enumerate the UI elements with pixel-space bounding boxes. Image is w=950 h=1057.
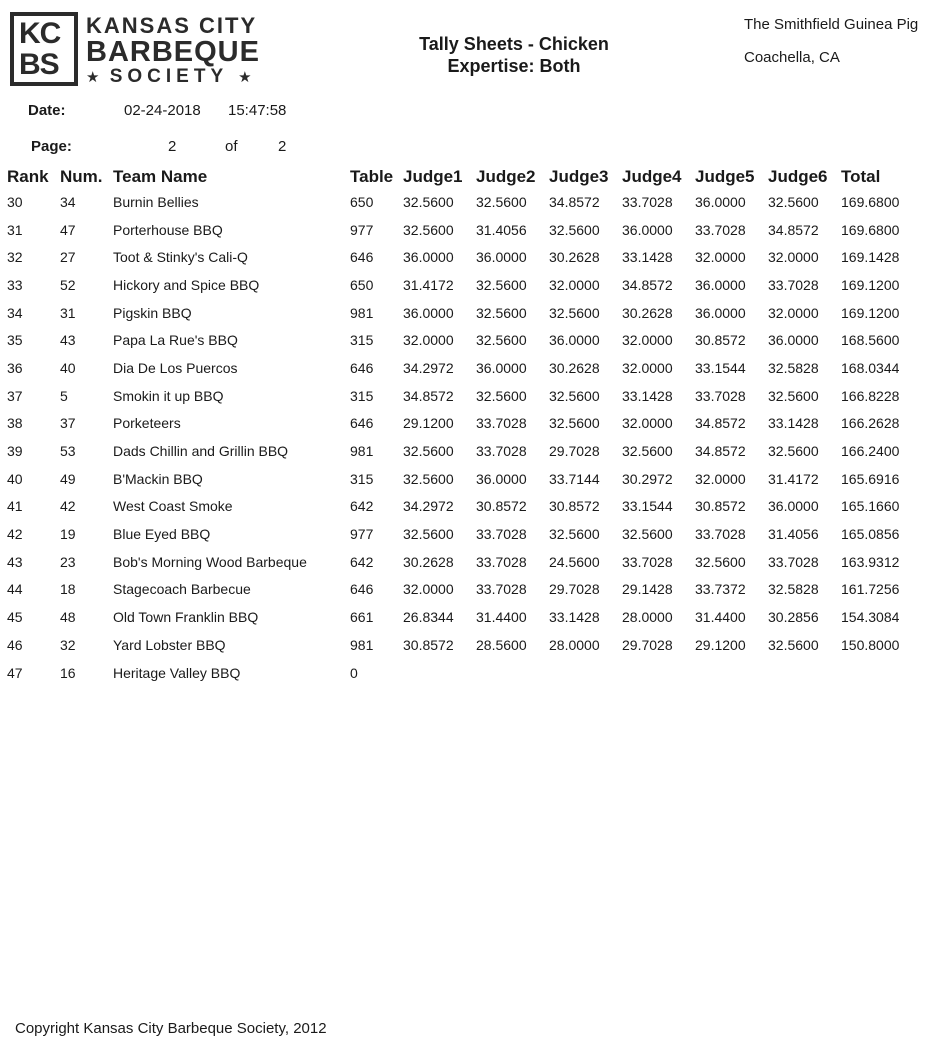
kcbs-logo (10, 12, 290, 90)
cell-num: 37 (60, 415, 76, 432)
cell-judge1: 32.5600 (403, 221, 454, 238)
cell-rank: 42 (7, 526, 23, 543)
cell-team-name: Old Town Franklin BBQ (113, 609, 259, 626)
cell-judge6 (768, 659, 841, 687)
cell-total: 165.0856 (841, 526, 900, 543)
cell-rank: 45 (7, 609, 23, 626)
cell-judge5: 30.8572 (695, 498, 746, 515)
kcbs-monogram (10, 12, 78, 86)
cell-total: 165.1660 (841, 498, 900, 515)
copyright-footer: Copyright Kansas City Barbeque Society, 2012 (15, 1020, 327, 1037)
logo-line-kansas-city: KANSAS CITY (86, 13, 258, 38)
cell-judge4: 28.0000 (622, 609, 673, 626)
cell-num: 32 (60, 636, 76, 653)
table-row (7, 326, 921, 354)
cell-table: 0 (350, 664, 358, 681)
cell-rank: 32 (7, 249, 23, 266)
table-row (7, 493, 921, 521)
table-row (7, 520, 921, 548)
table-row (7, 631, 921, 659)
cell-judge2: 32.5600 (476, 304, 527, 321)
contest-location: Coachella, CA (744, 49, 840, 66)
page-total: 2 (278, 138, 287, 155)
cell-judge2: 31.4400 (476, 609, 527, 626)
cell-num: 5 (60, 387, 68, 404)
date-value: 02-24-2018 (124, 102, 201, 119)
cell-total: 169.6800 (841, 221, 900, 238)
cell-total: 169.1428 (841, 249, 900, 266)
cell-judge1: 32.5600 (403, 443, 454, 460)
cell-judge2: 32.5600 (476, 276, 527, 293)
cell-judge1: 26.8344 (403, 609, 454, 626)
cell-judge3: 34.8572 (549, 193, 600, 210)
cell-table: 646 (350, 249, 374, 266)
cell-judge5: 33.7028 (695, 221, 746, 238)
cell-table: 646 (350, 581, 374, 598)
table-row (7, 659, 921, 687)
cell-num: 16 (60, 664, 76, 681)
table-row (7, 576, 921, 604)
cell-total: 154.3084 (841, 609, 900, 626)
cell-table: 650 (350, 193, 374, 210)
cell-judge5: 32.5600 (695, 553, 746, 570)
cell-judge1: 32.5600 (403, 526, 454, 543)
cell-judge2: 33.7028 (476, 581, 527, 598)
column-header-total: Total (841, 167, 881, 186)
organization-name: The Smithfield Guinea Pig (744, 16, 919, 33)
cell-table: 977 (350, 526, 374, 543)
cell-judge3: 29.7028 (549, 581, 600, 598)
cell-team-name: Dia De Los Puercos (113, 359, 238, 376)
cell-judge4: 32.0000 (622, 332, 673, 349)
cell-judge5: 32.0000 (695, 249, 746, 266)
cell-num: 49 (60, 470, 76, 487)
cell-table: 315 (350, 387, 374, 404)
cell-judge4: 32.5600 (622, 526, 673, 543)
cell-rank: 36 (7, 359, 23, 376)
cell-num: 53 (60, 443, 76, 460)
table-body (7, 188, 921, 686)
cell-judge4: 33.1428 (622, 387, 673, 404)
table-header (7, 166, 921, 188)
cell-judge3: 36.0000 (549, 332, 600, 349)
cell-judge6: 34.8572 (768, 221, 819, 238)
cell-judge4: 33.7028 (622, 553, 673, 570)
logo-wordmark (86, 14, 290, 89)
column-header-judge6: Judge6 (768, 167, 828, 186)
table-row (7, 548, 921, 576)
cell-judge2: 32.5600 (476, 332, 527, 349)
cell-team-name: Pigskin BBQ (113, 304, 192, 321)
cell-rank: 39 (7, 443, 23, 460)
cell-judge2: 28.5600 (476, 636, 527, 653)
cell-table: 642 (350, 553, 374, 570)
cell-table: 646 (350, 359, 374, 376)
cell-judge1: 31.4172 (403, 276, 454, 293)
cell-judge5: 33.7028 (695, 526, 746, 543)
cell-judge2: 31.4056 (476, 221, 527, 238)
cell-table: 981 (350, 304, 374, 321)
cell-judge1: 36.0000 (403, 304, 454, 321)
cell-judge1: 30.2628 (403, 553, 454, 570)
logo-line-barbeque: BARBEQUE (86, 36, 260, 68)
page-current: 2 (168, 138, 177, 155)
kcbs-monogram-bottom: BS (19, 48, 59, 81)
cell-rank: 38 (7, 415, 23, 432)
column-header-judge2: Judge2 (476, 167, 536, 186)
cell-rank: 37 (7, 387, 23, 404)
cell-judge3: 29.7028 (549, 443, 600, 460)
column-header-team-name: Team Name (113, 167, 208, 186)
cell-judge3: 32.5600 (549, 221, 600, 238)
cell-judge6: 32.5600 (768, 193, 819, 210)
cell-judge1: 34.8572 (403, 387, 454, 404)
cell-judge4: 33.7028 (622, 193, 673, 210)
cell-judge4: 34.8572 (622, 276, 673, 293)
cell-table: 650 (350, 276, 374, 293)
cell-judge2: 30.8572 (476, 498, 527, 515)
cell-table: 642 (350, 498, 374, 515)
cell-total: 163.9312 (841, 553, 900, 570)
cell-judge3: 30.2628 (549, 359, 600, 376)
cell-rank: 31 (7, 221, 23, 238)
cell-judge4: 32.0000 (622, 359, 673, 376)
cell-rank: 35 (7, 332, 23, 349)
cell-judge4: 30.2628 (622, 304, 673, 321)
cell-judge5: 31.4400 (695, 609, 746, 626)
cell-judge6: 32.5828 (768, 581, 819, 598)
cell-num: 18 (60, 581, 76, 598)
column-header-judge1: Judge1 (403, 167, 463, 186)
cell-judge2: 33.7028 (476, 415, 527, 432)
table-row (7, 437, 921, 465)
cell-judge5: 33.7028 (695, 387, 746, 404)
cell-judge3: 28.0000 (549, 636, 600, 653)
cell-judge6: 33.7028 (768, 553, 819, 570)
cell-team-name: Porketeers (113, 415, 181, 432)
cell-table: 981 (350, 443, 374, 460)
cell-num: 47 (60, 221, 76, 238)
cell-total: 166.2628 (841, 415, 900, 432)
cell-judge4: 32.0000 (622, 415, 673, 432)
cell-judge5: 33.7372 (695, 581, 746, 598)
cell-team-name: Dads Chillin and Grillin BBQ (113, 443, 289, 460)
cell-rank: 44 (7, 581, 23, 598)
cell-judge3: 32.5600 (549, 304, 600, 321)
cell-total: 168.5600 (841, 332, 900, 349)
cell-team-name: West Coast Smoke (113, 498, 233, 515)
cell-team-name: Bob's Morning Wood Barbeque (113, 553, 307, 570)
star-icon: ★ (86, 69, 100, 86)
column-header-judge3: Judge3 (549, 167, 609, 186)
cell-judge6: 33.1428 (768, 415, 819, 432)
cell-judge2: 33.7028 (476, 443, 527, 460)
cell-judge4: 29.1428 (622, 581, 673, 598)
cell-judge1: 32.5600 (403, 470, 454, 487)
page-label: Page: (31, 138, 72, 155)
cell-judge6: 32.5600 (768, 443, 819, 460)
cell-judge6: 32.0000 (768, 304, 819, 321)
cell-judge3: 33.1428 (549, 609, 600, 626)
cell-judge4: 32.5600 (622, 443, 673, 460)
table-row (7, 603, 921, 631)
cell-judge2: 32.5600 (476, 387, 527, 404)
cell-judge6: 32.5600 (768, 636, 819, 653)
header-row (7, 166, 921, 188)
cell-team-name: Burnin Bellies (113, 193, 199, 210)
cell-total: 150.8000 (841, 636, 900, 653)
cell-judge4: 36.0000 (622, 221, 673, 238)
cell-table: 661 (350, 609, 374, 626)
table-row (7, 465, 921, 493)
cell-table: 315 (350, 332, 374, 349)
cell-judge1: 29.1200 (403, 415, 454, 432)
column-header-judge4: Judge4 (622, 167, 682, 186)
cell-rank: 34 (7, 304, 23, 321)
cell-total: 169.1200 (841, 276, 900, 293)
cell-judge1: 34.2972 (403, 359, 454, 376)
cell-judge2: 36.0000 (476, 470, 527, 487)
cell-rank: 46 (7, 636, 23, 653)
cell-judge2: 33.7028 (476, 553, 527, 570)
cell-judge1: 34.2972 (403, 498, 454, 515)
cell-judge4: 30.2972 (622, 470, 673, 487)
cell-judge6: 33.7028 (768, 276, 819, 293)
cell-judge3: 32.5600 (549, 526, 600, 543)
cell-judge4 (622, 659, 695, 687)
cell-rank: 30 (7, 193, 23, 210)
cell-num: 19 (60, 526, 76, 543)
kcbs-monogram-top: KC (19, 17, 61, 50)
table-row (7, 382, 921, 410)
cell-team-name: Porterhouse BBQ (113, 221, 223, 238)
cell-judge6: 36.0000 (768, 332, 819, 349)
cell-num: 34 (60, 193, 76, 210)
cell-judge4: 33.1428 (622, 249, 673, 266)
cell-judge1: 32.0000 (403, 332, 454, 349)
cell-judge2: 36.0000 (476, 359, 527, 376)
cell-judge5: 36.0000 (695, 276, 746, 293)
page-of: of (225, 138, 238, 155)
cell-judge5: 36.0000 (695, 304, 746, 321)
table-row (7, 243, 921, 271)
cell-num: 27 (60, 249, 76, 266)
column-header-judge5: Judge5 (695, 167, 755, 186)
cell-team-name: Blue Eyed BBQ (113, 526, 211, 543)
cell-rank: 47 (7, 664, 23, 681)
cell-judge5: 34.8572 (695, 443, 746, 460)
cell-judge5: 32.0000 (695, 470, 746, 487)
cell-judge1: 36.0000 (403, 249, 454, 266)
table-row (7, 410, 921, 438)
cell-judge3: 32.5600 (549, 415, 600, 432)
cell-team-name: Stagecoach Barbecue (113, 581, 251, 598)
column-header-rank: Rank (7, 167, 49, 186)
report-title-line: Tally Sheets - Chicken (419, 34, 609, 54)
cell-rank: 40 (7, 470, 23, 487)
cell-team-name: Papa La Rue's BBQ (113, 332, 238, 349)
cell-num: 43 (60, 332, 76, 349)
date-label: Date: (28, 102, 66, 119)
cell-judge2: 33.7028 (476, 526, 527, 543)
cell-judge6: 32.0000 (768, 249, 819, 266)
cell-rank: 41 (7, 498, 23, 515)
cell-num: 42 (60, 498, 76, 515)
cell-num: 40 (60, 359, 76, 376)
cell-table: 977 (350, 221, 374, 238)
cell-judge5: 33.1544 (695, 359, 746, 376)
cell-judge5: 30.8572 (695, 332, 746, 349)
tally-table (7, 166, 921, 686)
cell-total: 166.2400 (841, 443, 900, 460)
table-row (7, 188, 921, 216)
cell-total: 166.8228 (841, 387, 900, 404)
cell-judge3: 33.7144 (549, 470, 600, 487)
cell-judge5: 29.1200 (695, 636, 746, 653)
cell-judge3 (549, 659, 622, 687)
cell-team-name: Yard Lobster BBQ (113, 636, 226, 653)
table-row (7, 271, 921, 299)
cell-team-name: Smokin it up BBQ (113, 387, 224, 404)
cell-table: 315 (350, 470, 374, 487)
cell-judge2 (476, 659, 549, 687)
cell-judge6: 31.4172 (768, 470, 819, 487)
cell-judge3: 24.5600 (549, 553, 600, 570)
cell-judge6: 31.4056 (768, 526, 819, 543)
cell-judge5: 34.8572 (695, 415, 746, 432)
cell-judge6: 36.0000 (768, 498, 819, 515)
cell-judge1: 32.5600 (403, 193, 454, 210)
cell-total: 168.0344 (841, 359, 900, 376)
cell-judge4: 33.1544 (622, 498, 673, 515)
column-header-num: Num. (60, 167, 103, 186)
table-row (7, 354, 921, 382)
cell-judge6: 32.5600 (768, 387, 819, 404)
column-header-table: Table (350, 167, 394, 186)
cell-judge2: 32.5600 (476, 193, 527, 210)
time-value: 15:47:58 (228, 102, 287, 119)
cell-table: 646 (350, 415, 374, 432)
table-row (7, 216, 921, 244)
cell-judge1 (403, 659, 476, 687)
cell-team-name: B'Mackin BBQ (113, 470, 203, 487)
report-title (380, 33, 648, 77)
cell-judge6: 32.5828 (768, 359, 819, 376)
cell-total (841, 659, 921, 687)
table-row (7, 299, 921, 327)
cell-rank: 33 (7, 276, 23, 293)
cell-judge3: 30.2628 (549, 249, 600, 266)
cell-total: 169.1200 (841, 304, 900, 321)
cell-team-name: Heritage Valley BBQ (113, 664, 241, 681)
cell-judge3: 30.8572 (549, 498, 600, 515)
cell-total: 165.6916 (841, 470, 900, 487)
logo-line-society (86, 66, 290, 89)
report-subtitle-line: Expertise: Both (447, 56, 581, 76)
cell-num: 23 (60, 553, 76, 570)
cell-total: 169.6800 (841, 193, 900, 210)
star-icon: ★ (238, 69, 252, 86)
cell-table: 981 (350, 636, 374, 653)
cell-judge5: 36.0000 (695, 193, 746, 210)
cell-judge1: 30.8572 (403, 636, 454, 653)
cell-judge5 (695, 659, 768, 687)
cell-team-name: Toot & Stinky's Cali-Q (113, 249, 248, 266)
cell-num: 52 (60, 276, 76, 293)
cell-judge4: 29.7028 (622, 636, 673, 653)
cell-judge6: 30.2856 (768, 609, 819, 626)
cell-rank: 43 (7, 553, 23, 570)
cell-judge1: 32.0000 (403, 581, 454, 598)
cell-num: 31 (60, 304, 76, 321)
cell-total: 161.7256 (841, 581, 900, 598)
cell-num: 48 (60, 609, 76, 626)
cell-judge3: 32.5600 (549, 387, 600, 404)
cell-judge3: 32.0000 (549, 276, 600, 293)
logo-society-text: SOCIETY (109, 66, 228, 87)
cell-team-name: Hickory and Spice BBQ (113, 276, 260, 293)
cell-judge2: 36.0000 (476, 249, 527, 266)
